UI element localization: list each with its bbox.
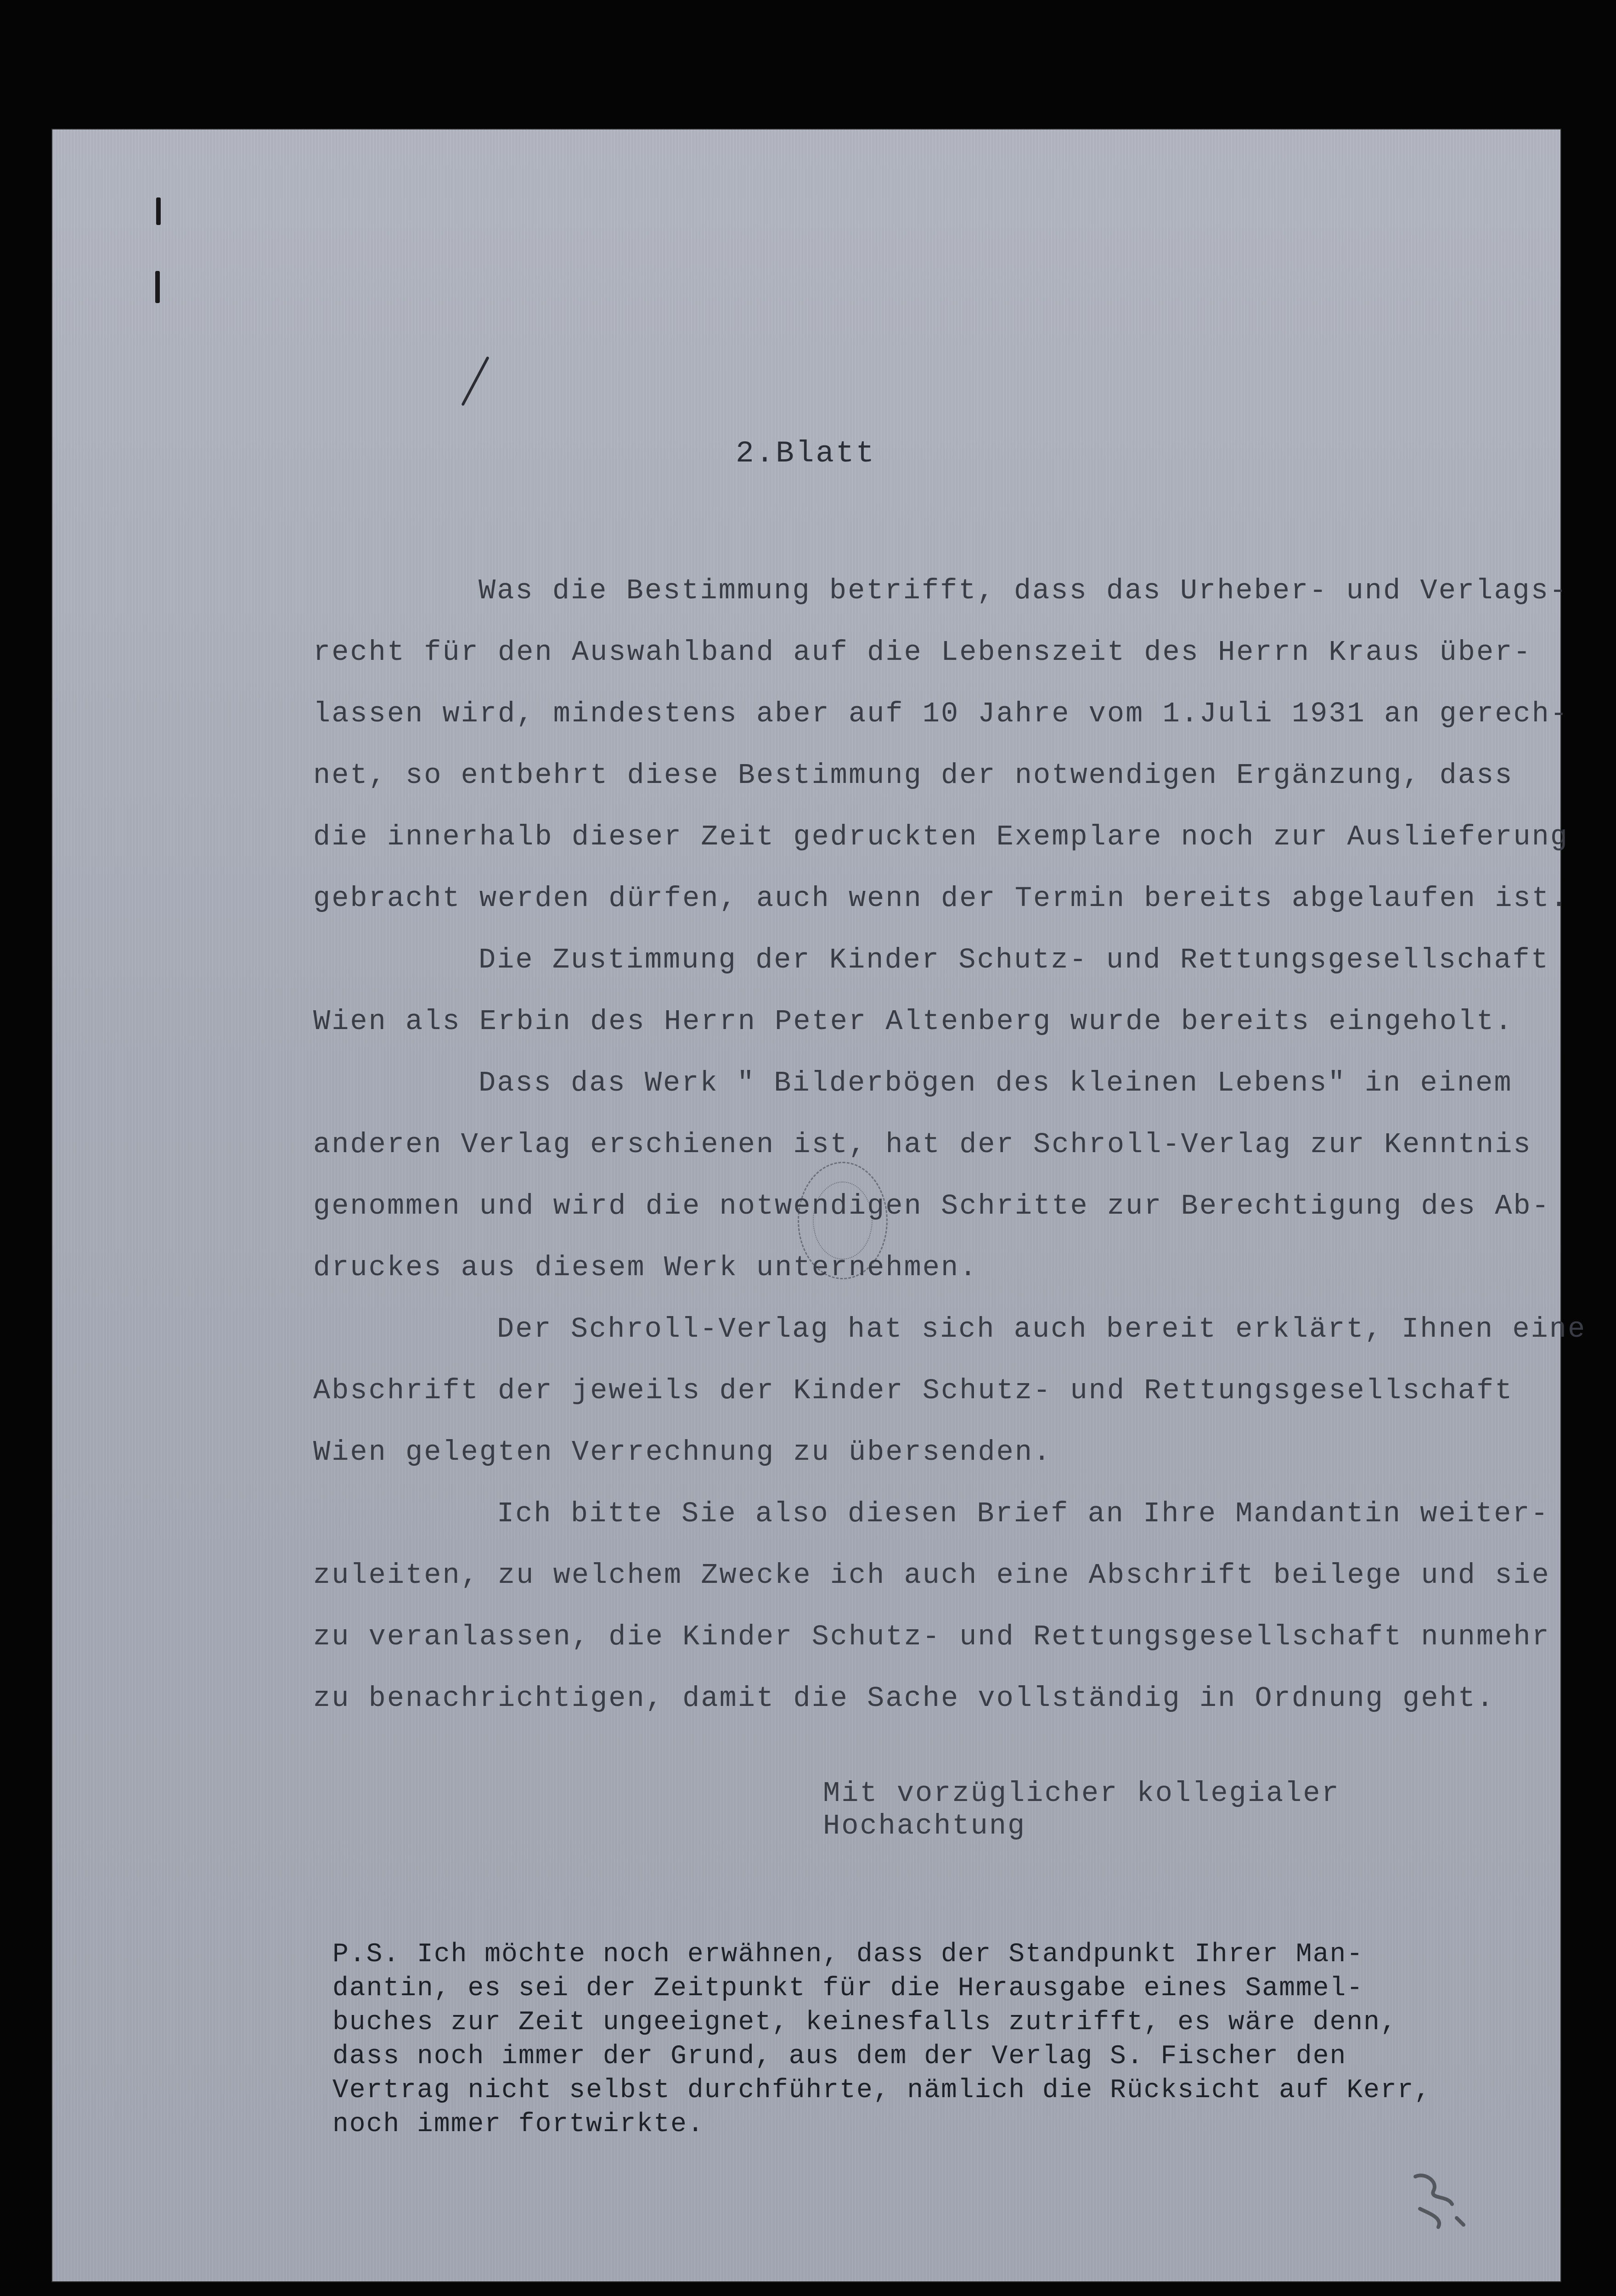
ink-smudge-mark — [1406, 2167, 1470, 2236]
binding-mark-top — [156, 197, 161, 225]
paragraph-4: Der Schroll-Verlag hat sich auch bereit erklärt, Ihnen eine Abschrift der jeweils der Kinder Schutz- und Rettungsgesellschaft Wien gelegten Verrechnung zu übersenden. — [313, 1313, 1587, 1469]
postscript: P.S. Ich möchte noch erwähnen, dass der Standpunkt Ihrer Man- dantin, es sei der Zeitpunkt für die Herausgabe eines Sammel- buches zur Zeit ungeeignet, keinesfalls zutrifft, es wäre denn, dass noch immer der Grund, aus dem der Verlag S. Fischer den Vertrag nicht selbst durchführte, nämlich die Rücksicht auf Kerr, noch immer fortwirkte. — [332, 1940, 1431, 2139]
page-header: 2.Blatt — [736, 436, 876, 471]
paragraph-5: Ich bitte Sie also diesen Brief an Ihre Mandantin weiter- zuleiten, zu welchem Zwecke ich auch eine Abschrift beilege und sie zu veranlassen, die Kinder Schutz- und Rettungsgesellschaft nunmehr zu benachrichtigen, damit die Sache vollständig in Ordnung geht. — [313, 1497, 1550, 1715]
letter-page — [51, 129, 1587, 2282]
closing-salutation: Mit vorzüglicher kollegialer Hochachtung — [823, 1777, 1340, 1842]
archive-stamp — [798, 1162, 888, 1279]
paragraph-1: Was die Bestimmung betrifft, dass das Urheber- und Verlags- recht für den Auswahlband auf die Lebenszeit des Herrn Kraus über- lassen wird, mindestens aber auf 10 Jahre vom 1.Juli 1931 an gerech- net, so entbehrt diese Bestimmung der notwendigen Ergänzung, dass die innerhalb dieser Zeit gedruckten Exemplare noch zur Auslieferung gebracht werden dürfen, auch wenn der Termin bereits abgelaufen ist. — [313, 574, 1569, 915]
pencil-stroke-mark — [461, 356, 490, 406]
paragraph-3: Dass das Werk " Bilderbögen des kleinen Lebens" in einem anderen Verlag erschienen ist, hat der Schroll-Verlag zur Kenntnis genommen und wird die notwendigen Schritte zur Berechtigung des Ab- druckes aus diesem Werk unternehmen. — [313, 1067, 1550, 1284]
binding-mark-bottom — [155, 271, 160, 303]
letter-body — [313, 560, 1590, 1729]
paragraph-2: Die Zustimmung der Kinder Schutz- und Rettungsgesellschaft Wien als Erbin des Herrn Peter Altenberg wurde bereits eingeholt. — [313, 944, 1549, 1038]
